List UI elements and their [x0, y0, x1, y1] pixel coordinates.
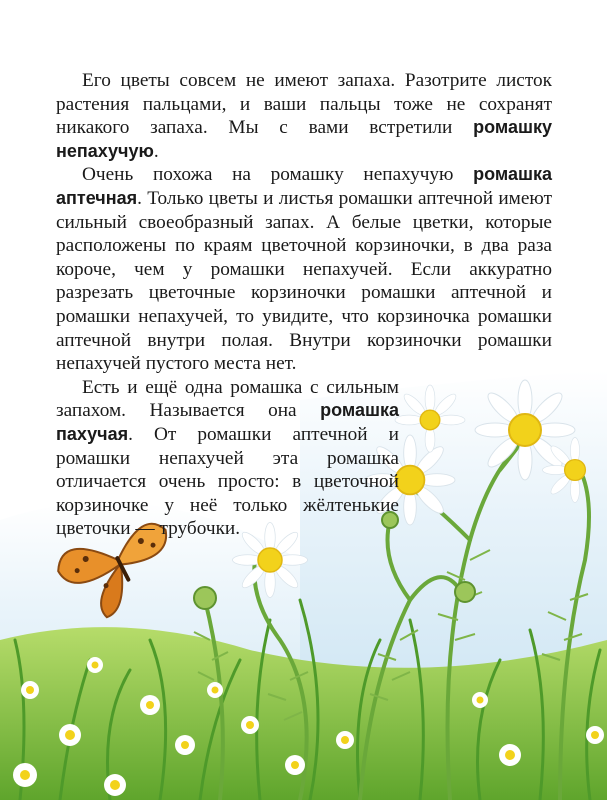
- term-highlight: ромашку непахучую: [56, 117, 552, 161]
- paragraph-text: .: [153, 140, 159, 162]
- paragraph-3: [56, 376, 399, 541]
- paragraph-text: . От ромашки аптечной и ромашки непахучей эта ромашка отличается очень просто: в цветочной корзиночке у неё только жёлтенькие цветочки — трубочки.: [56, 423, 399, 540]
- paragraph-1: [56, 69, 552, 163]
- article-text: [56, 69, 552, 541]
- paragraph-text: . Только цветы и листья ромашки аптечной имеют сильный своеобразный запах. А белые цветки, которые расположены по краям цветочной корзиночки, в два раза короче, чем у ромашки непахучей. Если аккуратно разрезать цветочные корзиночки ромашки аптечной и ромашки непахучей, то увидите, что корзиночка ромашки аптечной внутри полая. Внутри корзиночки ромашки непахучей пустого места нет.: [56, 187, 552, 375]
- term-highlight: ромашка пахучая: [56, 400, 399, 444]
- paragraph-text: Его цветы совсем не имеют запаха. Разотрите листок растения пальцами, и ваши пальцы тоже не сохранят никакого запаха. Мы с вами встретили: [56, 70, 552, 139]
- paragraph-text: Есть и ещё одна ромашка с сильным запахом. Называется она: [56, 376, 399, 422]
- paragraph-text: Очень похожа на ромашку непахучую: [82, 164, 474, 186]
- paragraph-2: [56, 163, 552, 375]
- term-highlight: ромашка аптечная: [56, 164, 552, 208]
